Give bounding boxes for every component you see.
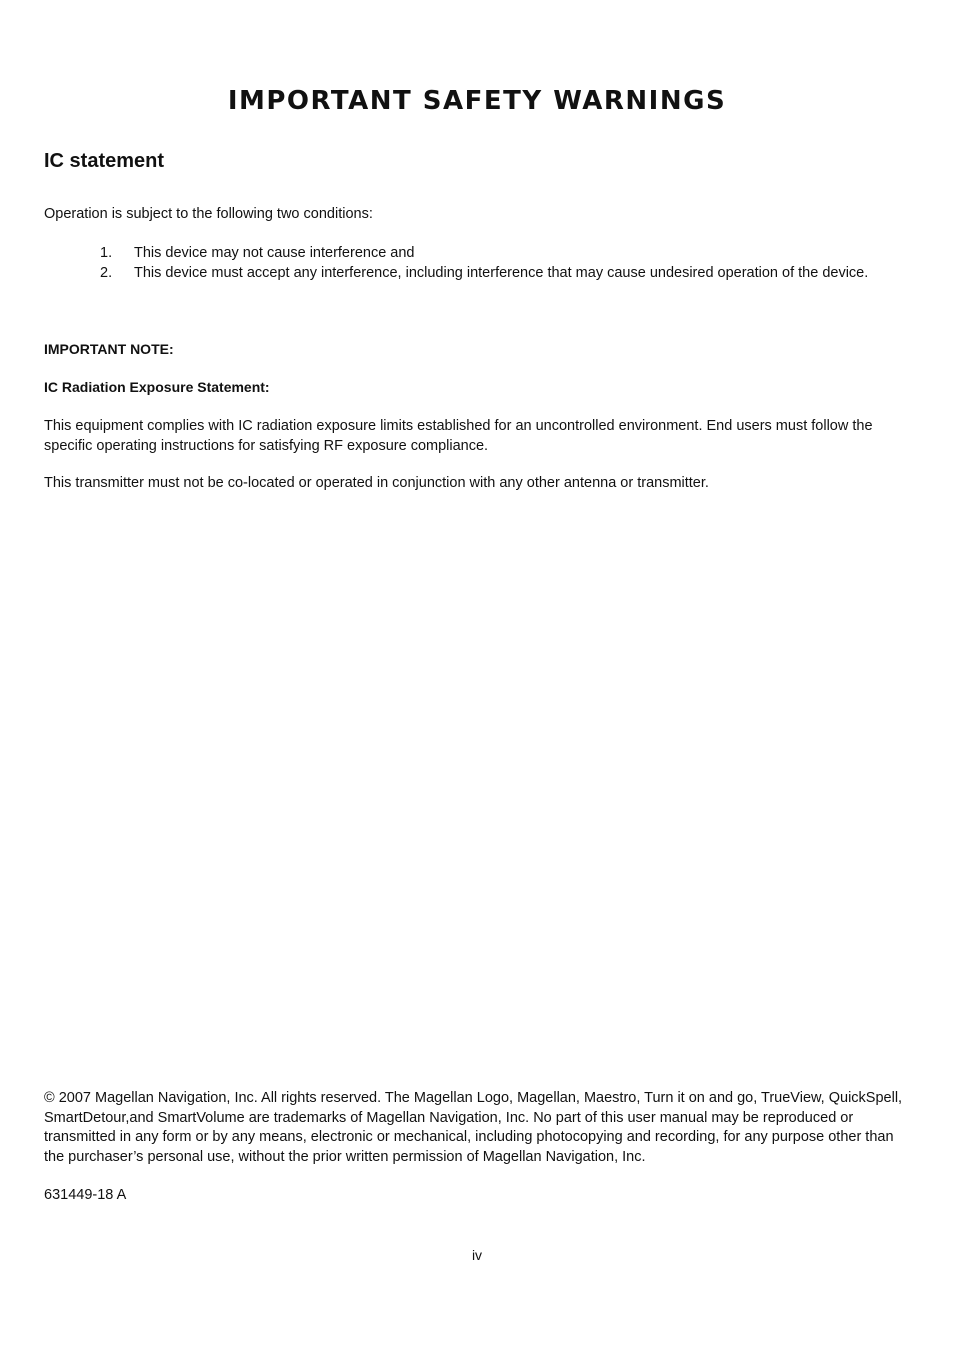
conditions-list (44, 244, 910, 283)
list-item (44, 264, 910, 284)
list-item-number: 1. (100, 245, 113, 261)
list-item-text: This device may not cause interference and (134, 245, 415, 261)
section-heading-ic-statement: IC statement (44, 150, 165, 172)
ic-radiation-label: IC Radiation Exposure Statement: (44, 379, 270, 395)
important-note-label: IMPORTANT NOTE: (44, 341, 174, 357)
transmitter-paragraph: This transmitter must not be co-located or operated in conjunction with any other antenna or transmitter. (44, 475, 709, 491)
exposure-paragraph: This equipment complies with IC radiation exposure limits established for an uncontrolled environment. End users must follow the specific operating instructions for satisfying RF exposure compliance. (44, 418, 873, 454)
list-item-text: This device must accept any interference, including interference that may cause undesired operation of the device. (134, 264, 869, 281)
page-title: IMPORTANT SAFETY WARNINGS (227, 86, 727, 116)
part-number: 631449-18 A (44, 1187, 127, 1203)
list-item (44, 244, 910, 264)
page-number: iv (471, 1247, 483, 1263)
list-item-number: 2. (100, 264, 113, 281)
conditions-intro: Operation is subject to the following two conditions: (44, 206, 373, 222)
copyright-paragraph: © 2007 Magellan Navigation, Inc. All rights reserved. The Magellan Logo, Magellan, Maestro, Turn it on and go, TrueView, QuickSpell, SmartDetour,and SmartVolume are trademarks of Magellan Navigation, Inc. No part of this user manual may be reproduced or transmitted in any form or by any means, electronic or mechanical, including photocopying and recording, for any purpose other than the purchaser’s personal use, without the prior written permission of Magellan Navigation, Inc. (44, 1090, 903, 1165)
